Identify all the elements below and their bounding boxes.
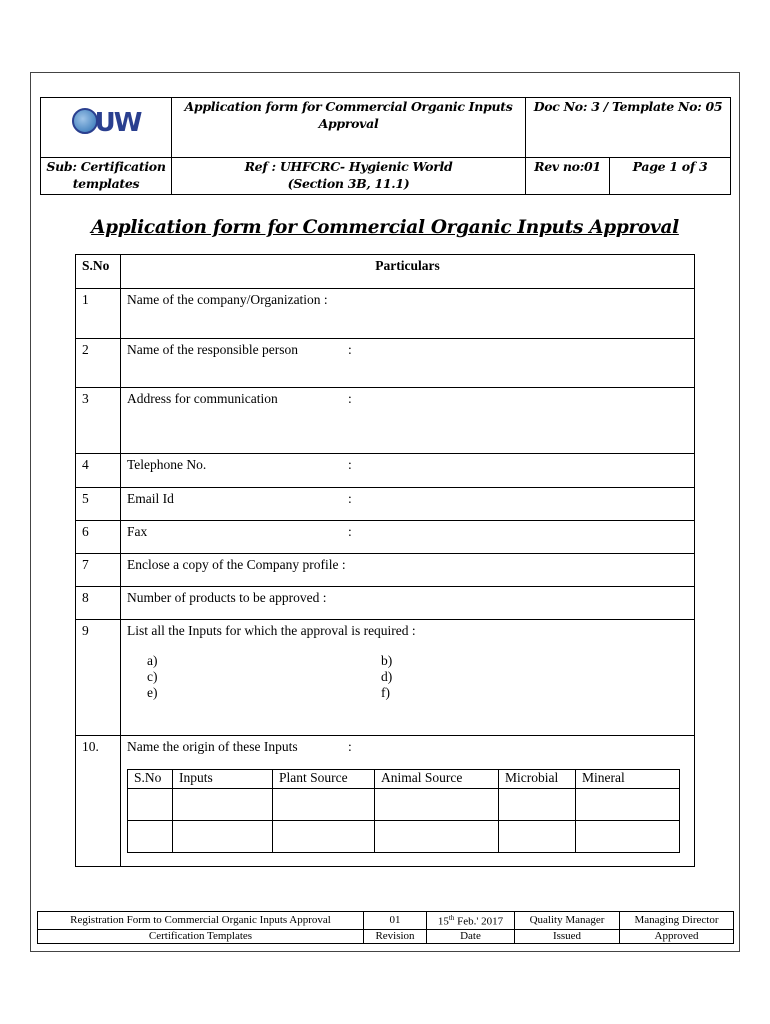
subject: Sub: Certification templates xyxy=(41,158,172,195)
table-row xyxy=(76,620,695,736)
origin-cell[interactable] xyxy=(273,821,375,853)
table-row xyxy=(76,339,695,388)
table-row xyxy=(76,736,695,867)
table-row xyxy=(76,454,695,488)
table-row xyxy=(76,289,695,339)
origin-col-animal: Animal Source xyxy=(375,770,499,789)
origin-col-mineral: Mineral xyxy=(576,770,680,789)
document-footer xyxy=(37,911,734,944)
col-sno-header: S.No xyxy=(76,255,121,289)
table-row xyxy=(76,388,695,454)
logo-cell xyxy=(41,98,172,158)
field-company-profile[interactable]: Enclose a copy of the Company profile : xyxy=(121,554,695,587)
company-logo: UW xyxy=(72,108,141,134)
row-number: 1 xyxy=(76,289,121,339)
row-number: 10. xyxy=(76,736,121,867)
option-f[interactable]: f) xyxy=(381,685,390,700)
origin-cell[interactable] xyxy=(576,821,680,853)
table-row xyxy=(76,488,695,521)
field-telephone[interactable]: Telephone No. : xyxy=(121,454,695,488)
origin-cell[interactable] xyxy=(173,789,273,821)
inputs-options xyxy=(147,653,407,701)
origin-cell[interactable] xyxy=(375,821,499,853)
field-inputs-list[interactable]: List all the Inputs for which the approval is required : a) b) c) d) e) f) xyxy=(121,620,695,736)
field-number-of-products[interactable]: Number of products to be approved : xyxy=(121,587,695,620)
row-number: 9 xyxy=(76,620,121,736)
footer-revision-value: 01 xyxy=(364,912,427,930)
origin-cell[interactable] xyxy=(128,789,173,821)
origin-cell[interactable] xyxy=(173,821,273,853)
particulars-table xyxy=(75,254,695,867)
origin-col-plant: Plant Source xyxy=(273,770,375,789)
footer-revision-label: Revision xyxy=(364,929,427,943)
origin-row xyxy=(128,789,680,821)
page-title: Application form for Commercial Organic Inputs Approval xyxy=(91,217,679,238)
table-row xyxy=(76,521,695,554)
doc-number: Doc No: 3 / Template No: 05 xyxy=(526,98,731,158)
row-number: 2 xyxy=(76,339,121,388)
origin-col-sno: S.No xyxy=(128,770,173,789)
page-number: Page 1 of 3 xyxy=(610,158,731,195)
row-number: 4 xyxy=(76,454,121,488)
revision-number: Rev no:01 xyxy=(526,158,610,195)
footer-form-name: Registration Form to Commercial Organic Inputs Approval xyxy=(38,912,364,930)
field-email[interactable]: Email Id : xyxy=(121,488,695,521)
footer-issued-label: Issued xyxy=(515,929,620,943)
field-company-name[interactable]: Name of the company/Organization : xyxy=(121,289,695,339)
origin-col-microbial: Microbial xyxy=(499,770,576,789)
table-row xyxy=(76,587,695,620)
row-number: 7 xyxy=(76,554,121,587)
row-number: 5 xyxy=(76,488,121,521)
origin-row xyxy=(128,821,680,853)
origin-table xyxy=(127,769,680,853)
origin-col-inputs: Inputs xyxy=(173,770,273,789)
footer-date-label: Date xyxy=(427,929,515,943)
origin-cell[interactable] xyxy=(375,789,499,821)
footer-approved-by: Managing Director xyxy=(620,912,734,930)
option-c[interactable]: c) xyxy=(147,669,158,684)
document-header xyxy=(40,97,731,195)
footer-category: Certification Templates xyxy=(38,929,364,943)
table-row xyxy=(76,554,695,587)
option-b[interactable]: b) xyxy=(381,653,393,668)
col-particulars-header: Particulars xyxy=(121,255,695,289)
footer-approved-label: Approved xyxy=(620,929,734,943)
field-input-origin: Name the origin of these Inputs : S.No Inputs Plant Source Animal Source Microbial Mineral xyxy=(121,736,695,867)
header-form-title: Application form for Commercial Organic Inputs Approval xyxy=(172,98,526,158)
origin-cell[interactable] xyxy=(128,821,173,853)
option-d[interactable]: d) xyxy=(381,669,393,684)
origin-cell[interactable] xyxy=(499,789,576,821)
row-number: 3 xyxy=(76,388,121,454)
origin-cell[interactable] xyxy=(273,789,375,821)
row-number: 8 xyxy=(76,587,121,620)
origin-cell[interactable] xyxy=(576,789,680,821)
footer-issued-by: Quality Manager xyxy=(515,912,620,930)
option-a[interactable]: a) xyxy=(147,653,158,668)
reference: Ref : UHFCRC- Hygienic World (Section 3B, 11.1) xyxy=(172,158,526,195)
origin-cell[interactable] xyxy=(499,821,576,853)
footer-date-value: 15th Feb.' 2017 xyxy=(427,912,515,930)
field-responsible-person[interactable]: Name of the responsible person : xyxy=(121,339,695,388)
row-number: 6 xyxy=(76,521,121,554)
field-fax[interactable]: Fax : xyxy=(121,521,695,554)
field-address[interactable]: Address for communication : xyxy=(121,388,695,454)
option-e[interactable]: e) xyxy=(147,685,158,700)
